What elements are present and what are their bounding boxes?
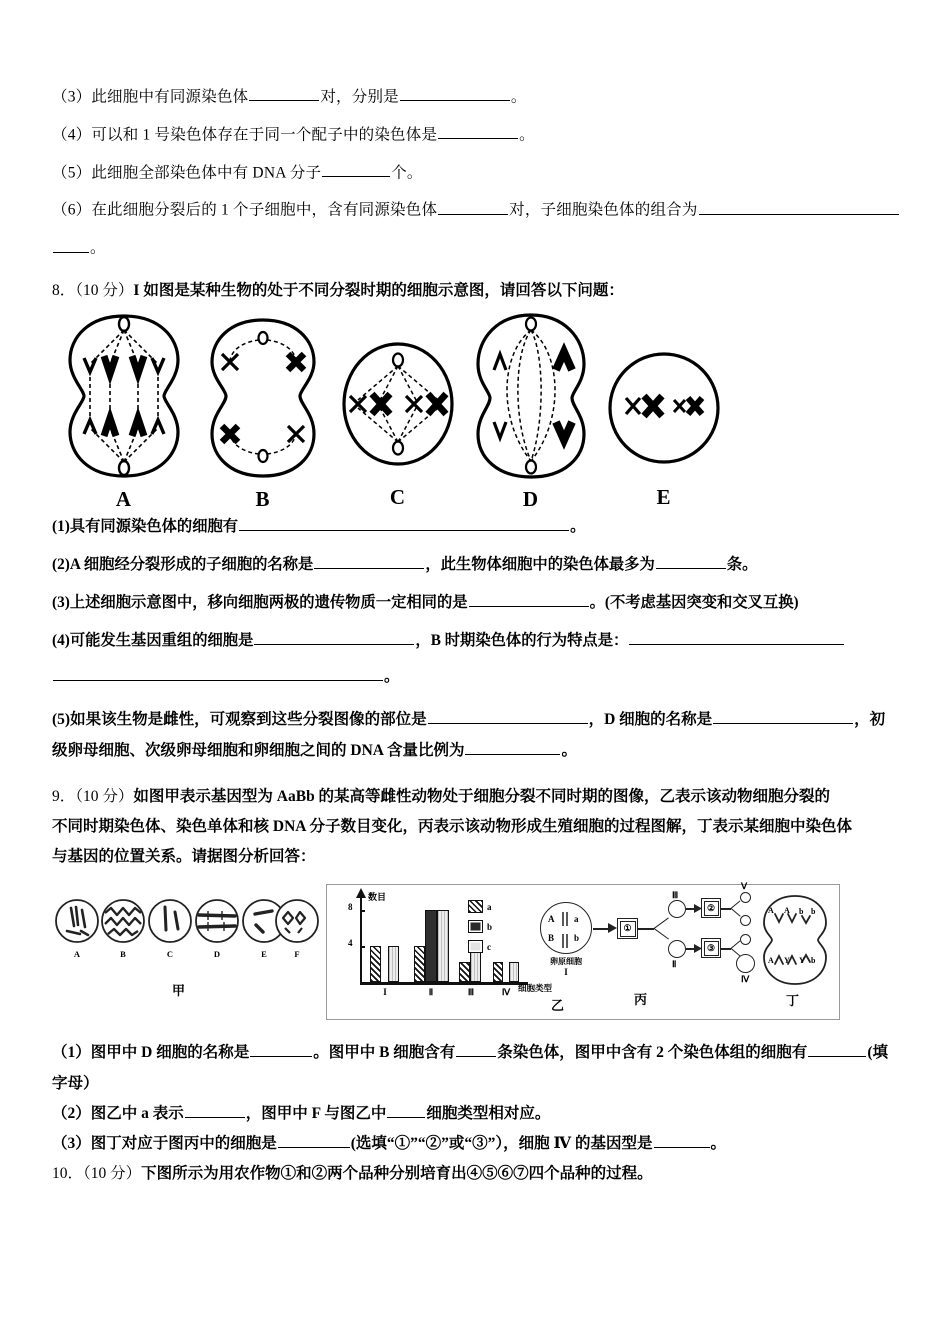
q9-sub-2-text-c: 细胞类型相对应。 [426,1104,551,1122]
q8-sub-5-line1 [52,705,914,735]
q9-stem-text-3: 与基因的位置关系。请据图分析回答： [52,848,316,866]
q9-panel-ding [758,894,832,1014]
q9-jia-cell-A [54,898,100,959]
jia-cell-D-svg [194,898,240,944]
chart-ytick-mark [360,946,365,947]
bing-cell-III-label: Ⅲ [672,890,679,901]
q9-jia-cell-D [194,898,240,959]
q8-cell-A [64,312,184,512]
bing-branch-down-2 [731,909,741,918]
q9-number: 9． [52,787,76,805]
answer-blank[interactable] [808,1040,866,1057]
chart-ylabel: 数目 [368,892,387,903]
chart-y-axis [360,892,362,984]
q9-sub-3-text-c: 。 [710,1135,727,1153]
answer-blank[interactable] [465,737,560,754]
q8-figure [52,312,914,510]
answer-blank[interactable] [254,628,414,645]
chart-cat-I: I [383,987,387,998]
bar-I-a [370,946,381,982]
answer-blank[interactable] [629,628,844,645]
q9-sub-1-text-d: (填 [867,1044,888,1062]
q7-4-suffix: 。 [519,126,535,144]
q9-sub-1-line1 [52,1038,914,1068]
q9-jia-cell-F [274,898,320,959]
arrow-right-icon [608,923,617,933]
jia-cell-E-label: E [261,949,267,960]
y-axis-arrow-icon [355,888,367,898]
answer-blank[interactable] [53,664,383,681]
bing-caption: 丙 [634,992,648,1008]
bing-origin-caption: 卵原细胞 [550,957,582,967]
bing-step-3 [701,938,721,958]
cell-C-svg [340,338,456,478]
bing-product-IV-label: Ⅳ [741,974,750,985]
q9-sub-1-text-e: 字母） [52,1074,99,1092]
q9-score: （10 分） [75,787,134,805]
q7-3-prefix: （3）此细胞中有同源染色体 [52,88,249,106]
answer-blank[interactable] [400,84,510,101]
answer-blank[interactable] [699,197,899,214]
q9-sub-1-text-a: （1）图甲中 D 细胞的名称是 [52,1044,250,1062]
q9-sub-2 [52,1099,914,1129]
q7-6-cont-suffix: 。 [90,239,106,257]
ding-gene-top-2: A [784,906,790,916]
bing-chromosome-pairs-icon [558,910,576,954]
q8-cell-D [472,312,590,512]
answer-blank[interactable] [53,235,89,252]
chart-xlabel: 细胞类型 [518,983,553,994]
q10-number: 10． [52,1165,84,1183]
answer-blank[interactable] [654,1131,710,1148]
q8-sub-1-suffix: 。 [570,518,586,536]
q8-sub-4-text-b: ，B 时期染色体的行为特点是： [415,632,629,650]
q8-score: （10 分） [75,282,134,300]
jia-cell-D-label: D [213,949,221,960]
legend-swatch-c-icon [468,940,483,953]
bing-step-1 [617,918,638,939]
q8-sub-2-text-d: 条。 [726,556,758,574]
cell-A-svg [64,312,184,480]
ding-gene-bot-2: Y [784,956,790,966]
jia-cell-F-label: F [294,949,300,960]
question-8 [52,276,914,766]
q8-sub-5-text-e: 。 [561,741,577,759]
q9-panel-jia [52,898,320,999]
bing-product-2 [740,915,751,926]
jia-caption: 甲 [172,983,186,999]
q9-stem-text-2: 不同时期染色体、染色单体和核 DNA 分子数目变化，丙表示该动物形成生殖细胞的过程图解，丁表示某细胞中染色体 [52,817,852,835]
bing-branch-down [654,929,669,941]
bing-product-3 [740,934,751,945]
answer-blank[interactable] [713,707,853,724]
q9-stem-line1 [52,782,914,812]
jia-cell-A-svg [54,898,100,944]
answer-blank[interactable] [185,1101,245,1118]
bar-II-c [437,910,449,982]
question-7-remainder [52,84,914,260]
jia-cell-B-svg [100,898,146,944]
q8-sub-2-text-b: ，此生物体细胞中的染色体最多为 [425,556,655,574]
bar-IV-a [493,962,503,982]
q9-sub-2-text-b: ，图甲中 F 与图乙中 [245,1104,387,1122]
q9-sub-1-line2 [52,1069,914,1099]
ding-gene-bot-4: b [811,956,816,966]
q8-sub-3 [52,590,914,615]
bing-gene-a: a [574,914,579,925]
legend-label-c: c [487,941,491,952]
answer-blank[interactable] [438,197,508,214]
answer-blank[interactable] [387,1101,425,1118]
q8-sub-5-text-c: ，初 [854,711,886,729]
bar-I-c [388,946,399,982]
chart-cat-IV: Ⅳ [501,987,511,998]
q8-cell-B [204,316,322,512]
answer-blank[interactable] [438,122,518,139]
q7-6-mid: 对，子细胞染色体的组合为 [509,201,698,219]
answer-blank[interactable] [322,160,390,177]
q8-cell-C-label: C [389,485,407,510]
answer-blank[interactable] [428,707,588,724]
ding-gene-bot-1: A [768,956,774,966]
q8-cell-B-label: B [255,487,271,512]
bing-gene-b: b [574,933,580,944]
q8-cell-C [340,338,456,510]
q9-sub-3-text-b: (选填“①”“②”或“③”），细胞 Ⅳ 的基因型是 [350,1135,653,1153]
bing-cell-II [668,940,686,958]
ding-gene-top-4: b [811,907,816,917]
bing-cell-III [668,900,686,918]
answer-blank[interactable] [469,590,589,607]
jia-cell-A-label: A [73,949,81,960]
bar-IV-c [509,962,519,982]
q7-5-prefix: （5）此细胞全部染色体中有 DNA 分子 [52,163,322,181]
bing-step-3-label: ③ [704,941,719,956]
q9-panel-yi-chart [338,888,565,1016]
jia-cell-C-svg [147,898,193,944]
q9-stem-line3 [52,842,914,872]
chart-legend-b [468,920,492,933]
q7-3-suffix: 。 [510,88,527,106]
q9-sub-1-text-b: 。图甲中 B 细胞含有 [313,1044,456,1062]
chart-ytick-4: 4 [348,938,353,949]
q8-cell-E [608,346,720,510]
q8-cell-D-label: D [522,487,540,512]
q8-sub-4-cont-suffix: 。 [384,668,400,686]
ding-gene-top-3: b [799,907,804,917]
bing-product-V-label: Ⅴ [741,881,748,892]
ding-gene-bot-3: Y [799,956,805,966]
q7-3-mid: 对，分别是 [320,88,399,106]
yi-caption: 乙 [551,998,565,1014]
q7-5-mid: 个。 [391,163,423,181]
chart-legend-a [468,900,492,913]
q8-stem [52,276,914,306]
chart-ytick-8: 8 [348,902,353,913]
q10-score: （10 分） [83,1165,142,1183]
q9-jia-cell-B [100,898,146,959]
q8-sub-3-text-b: 。(不考虑基因突变和交叉互换) [589,594,799,612]
cell-E-svg [608,346,720,478]
q7-item-6 [52,197,914,222]
chart-ytick-mark [360,910,365,911]
q9-jia-cell-C [147,898,193,959]
jia-cell-F-svg [274,898,320,944]
bar-III-c [470,948,481,982]
cell-D-svg [472,312,590,480]
ding-gene-top-1: A [768,906,774,916]
q8-sub-1-text: (1)具有同源染色体的细胞有 [52,518,239,536]
q8-sub-5-text-b: ，D 细胞的名称是 [588,711,713,729]
q7-6-prefix: （6）在此细胞分裂后的 1 个子细胞中，含有同源染色体 [52,201,438,219]
q9-sub-1-text-c: 条染色体，图甲中含有 2 个染色体组的细胞有 [497,1044,808,1062]
bing-product-V [740,892,751,903]
chart-legend-c [468,940,491,953]
answer-blank[interactable] [656,552,726,569]
bing-step-1-label: ① [620,921,636,937]
q7-item-5 [52,160,914,185]
q9-sub-2-text-a: （2）图乙中 a 表示 [52,1104,184,1122]
answer-blank[interactable] [249,84,319,101]
q9-stem-text-1: 如图甲表示基因型为 AaBb 的某高等雌性动物处于细胞分裂不同时期的图像，乙表示该动物细胞分裂的 [133,787,831,805]
q9-panel-bing [538,881,753,1018]
legend-swatch-b-icon [468,920,483,933]
bing-product-IV [736,954,755,973]
q8-sub-4-continuation [52,664,914,689]
question-10 [52,1159,914,1189]
chart-cat-III: Ⅲ [467,987,475,998]
legend-label-a: a [487,901,492,912]
bing-conn-2 [638,928,654,929]
cell-B-svg [204,316,322,480]
q8-cell-A-label: A [115,487,133,512]
q8-sub-4 [52,628,914,653]
q8-sub-5-text-d: 级卵母细胞、次级卵母细胞和卵细胞之间的 DNA 含量比例为 [52,741,465,759]
q7-item-4 [52,122,914,147]
bar-II-b [425,910,437,982]
jia-cell-C-label: C [166,949,174,960]
answer-blank[interactable] [250,1040,312,1057]
answer-blank[interactable] [278,1131,350,1148]
q9-sub-3-text-a: （3）图丁对应于图丙中的细胞是 [52,1135,277,1153]
q10-stem-text: 下图所示为用农作物①和②两个品种分别培育出④⑤⑥⑦四个品种的过程。 [141,1165,653,1183]
q8-sub-4-text-a: (4)可能发生基因重组的细胞是 [52,632,254,650]
bar-II-a [414,946,425,982]
legend-label-b: b [487,921,493,932]
bing-step-2 [701,898,721,918]
bing-cell-II-label: Ⅱ [672,959,677,970]
bing-origin-label: I [564,967,568,978]
q8-sub-1 [52,514,914,539]
chart-cat-II: Ⅱ [428,987,434,998]
q7-4-prefix: （4）可以和 1 号染色体存在于同一个配子中的染色体是 [52,126,438,144]
q9-stem-line2 [52,812,914,842]
q7-item-6-continuation [52,235,914,260]
q8-sub-2 [52,552,914,577]
answer-blank[interactable] [456,1040,496,1057]
q9-sub-3 [52,1129,914,1159]
bing-step-2-label: ② [704,901,719,916]
answer-blank[interactable] [239,514,569,531]
q9-figure [52,882,914,1032]
bing-branch-up [654,918,669,930]
jia-cell-B-label: B [120,949,126,960]
page-content [52,84,914,1189]
legend-swatch-a-icon [468,900,483,913]
chart-x-axis [360,982,528,984]
ding-caption: 丁 [786,993,800,1009]
bing-gene-B: B [548,933,555,944]
q8-number: 8． [52,282,76,300]
bar-III-a [459,962,470,982]
q8-cell-E-label: E [656,485,672,510]
answer-blank[interactable] [314,552,424,569]
spacer [52,772,914,782]
q7-item-3 [52,84,914,109]
q8-sub-2-text-a: (2)A 细胞经分裂形成的子细胞的名称是 [52,556,314,574]
q10-stem [52,1159,914,1189]
q8-sub-3-text-a: (3)上述细胞示意图中，移向细胞两极的遗传物质一定相同的是 [52,594,468,612]
question-9 [52,782,914,1160]
q8-sub-5-text-a: (5)如果该生物是雌性，可观察到这些分裂图像的部位是 [52,711,427,729]
q8-sub-5-line2 [52,736,914,766]
bing-gene-A: A [548,914,555,925]
q8-stem-text: I 如图是某种生物的处于不同分裂时期的细胞示意图，请回答以下问题： [133,282,624,300]
